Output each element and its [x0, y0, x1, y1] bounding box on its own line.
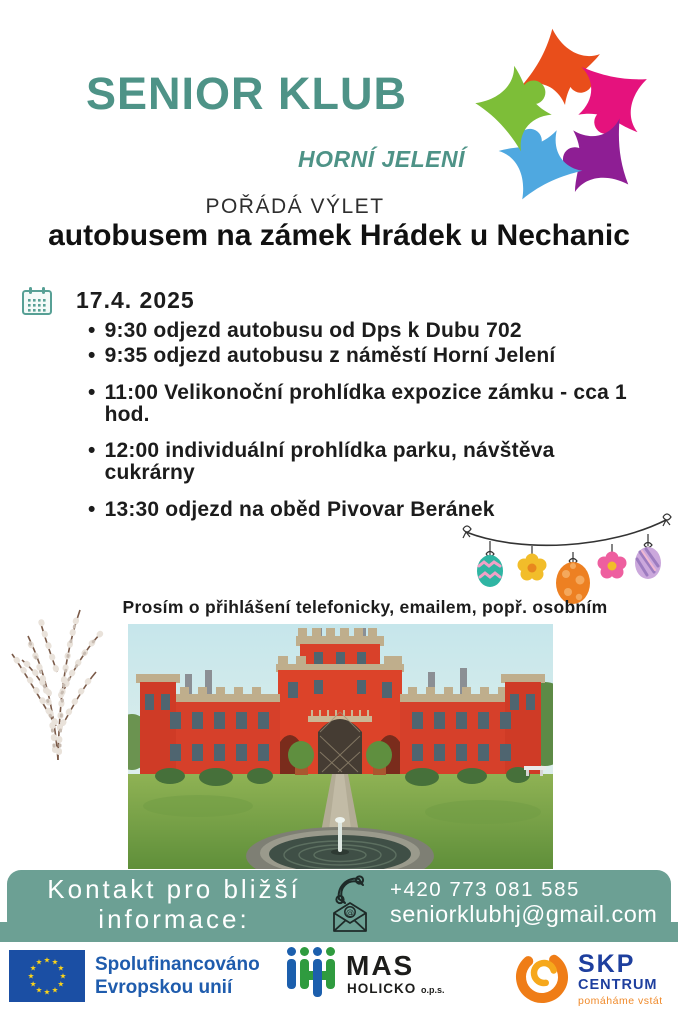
eu-cofunded-line2: Evropskou unií — [95, 977, 233, 999]
schedule-item-text: 9:30 odjezd autobusu od Dps k Dubu 702 — [104, 319, 522, 342]
svg-text:★: ★ — [35, 985, 43, 995]
svg-text:★: ★ — [57, 979, 65, 989]
castle-photo — [128, 624, 553, 869]
schedule-item-text: 13:30 odjezd na oběd Pivovar Beránek — [104, 497, 495, 521]
schedule-item — [88, 345, 648, 367]
svg-text:★: ★ — [59, 971, 67, 981]
bullet-dot: • — [88, 319, 96, 342]
eu-cofunded-text — [95, 953, 260, 999]
trip-title: autobusem na zámek Hrádek u Nechanic — [48, 219, 630, 252]
bullet-dot: • — [88, 380, 96, 404]
svg-text:★: ★ — [29, 963, 37, 973]
envelope-at-icon — [330, 901, 370, 933]
svg-text:★: ★ — [29, 979, 37, 989]
mas-suffix: o.p.s. — [421, 985, 445, 995]
club-location-subtitle: HORNÍ JELENÍ — [298, 146, 466, 172]
svg-text:@: @ — [346, 908, 354, 917]
schedule-item — [88, 320, 648, 342]
skp-tagline: pomáháme vstát — [578, 995, 663, 1007]
trip-date: 17.4. 2025 — [76, 287, 195, 313]
bullet-dot: • — [88, 344, 96, 368]
skp-swirl-logo — [512, 947, 572, 1007]
svg-text:★: ★ — [51, 985, 59, 995]
schedule-item-text: 9:35 odjezd autobusu z náměstí Horní Jelení — [104, 344, 556, 368]
svg-text:★: ★ — [27, 971, 35, 981]
people-circle-logo — [466, 20, 664, 218]
schedule-item-text: 11:00 Velikonoční prohlídka expozice zámku - cca 1 hod. — [104, 380, 627, 426]
eu-cofunded-line1: Spolufinancováno — [95, 954, 260, 975]
mas-ihi-logo — [286, 945, 338, 1005]
svg-text:★: ★ — [43, 955, 51, 965]
contact-label-line2: informace: — [98, 904, 250, 935]
bullet-dot: • — [88, 497, 96, 521]
contact-email: seniorklubhj@gmail.com — [390, 901, 658, 927]
contact-label-line1: Kontakt pro bližší — [47, 874, 301, 904]
svg-text:★: ★ — [43, 987, 51, 997]
schedule-item-text: 12:00 individuální prohlídka parku, návštěva cukrárny — [104, 439, 555, 485]
calendar-icon — [21, 286, 53, 316]
club-name-title: SENIOR KLUB — [86, 68, 408, 119]
svg-text:★: ★ — [51, 957, 59, 967]
svg-text:★: ★ — [57, 963, 65, 973]
organizes-label: POŘÁDÁ VÝLET — [205, 195, 385, 218]
schedule-item — [88, 382, 648, 427]
skp-name: SKP — [578, 950, 636, 978]
svg-text:★: ★ — [35, 957, 43, 967]
bullet-dot: • — [88, 439, 96, 462]
skp-subname: CENTRUM — [578, 977, 658, 993]
signup-note: Prosím o přihlášení telefonicky, emailem, popř. osobním — [122, 597, 608, 617]
contact-phone: +420 773 081 585 — [390, 878, 580, 901]
eu-flag-logo — [9, 950, 85, 1002]
mas-subname: HOLICKO o.p.s. — [347, 981, 445, 996]
mas-name: MAS — [346, 950, 415, 981]
schedule-item — [88, 440, 648, 485]
contact-label — [24, 874, 324, 935]
schedule-list — [88, 320, 648, 524]
